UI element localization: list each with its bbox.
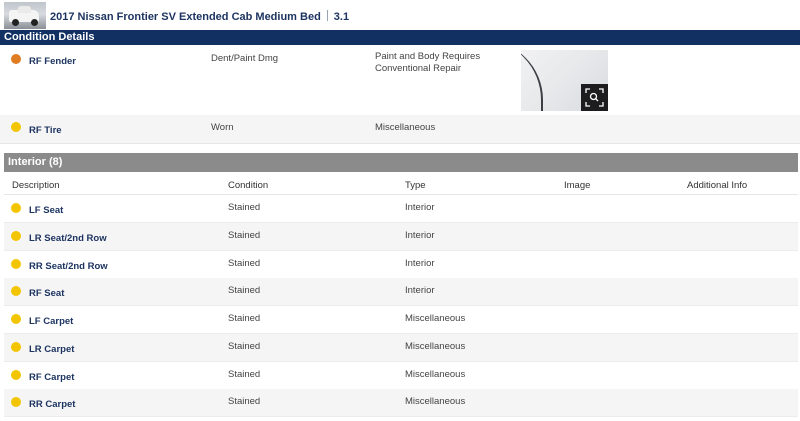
severity-dot-icon [11,231,21,241]
damage-location-link[interactable]: LR Seat/2nd Row [29,232,107,244]
column-header-description: Description [12,180,60,191]
damage-condition: Stained [228,257,261,269]
severity-dot-icon [11,54,21,64]
interior-table-header [4,174,798,195]
interior-section-header[interactable]: Interior (8) [4,153,798,172]
damage-type: Interior [405,202,435,213]
table-row [4,223,798,251]
column-header-condition: Condition [228,180,269,191]
condition-details-header: Condition Details [0,30,800,45]
condition-grade: 3.1 [333,11,350,23]
damage-location-link[interactable]: RF Tire [29,125,62,136]
vehicle-header [0,0,800,31]
table-row [4,195,798,223]
damage-condition: Stained [228,340,261,352]
table-row [4,251,798,279]
damage-location-link[interactable]: LR Carpet [29,343,75,355]
table-row [4,389,798,417]
damage-condition: Stained [228,229,261,241]
damage-condition: Stained [228,313,261,324]
severity-dot-icon [11,122,21,132]
damage-condition: Dent/Paint Dmg [211,53,279,64]
fender-edge-shape [521,50,543,111]
severity-dot-icon [11,314,21,324]
column-header-image: Image [564,180,591,191]
severity-dot-icon [11,259,21,269]
damage-type: Miscellaneous [405,396,466,408]
table-row [4,334,798,362]
truck-cab-shape [18,6,31,13]
damage-condition: Stained [228,285,261,297]
damage-type: Interior [405,257,435,269]
vehicle-title [50,10,349,23]
damage-type: Miscellaneous [405,313,466,324]
expand-zoom-icon [581,84,608,111]
severity-dot-icon [11,342,21,352]
damage-location-link[interactable]: RF Seat [29,288,65,300]
damage-type: Miscellaneous [405,340,466,352]
damage-condition: Stained [228,368,261,380]
column-header-additional-info: Additional Info [687,180,748,191]
vehicle-name: 2017 Nissan Frontier SV Extended Cab Medium Bed [50,11,321,23]
damage-location-link[interactable]: RR Seat/2nd Row [29,260,108,272]
damage-location-link[interactable]: LF Carpet [29,316,74,327]
severity-dot-icon [11,370,21,380]
condition-item [0,45,800,115]
damage-type: Miscellaneous [375,122,436,133]
damage-type: Paint and Body Requires Conventional Repair [375,51,481,74]
vehicle-thumbnail[interactable] [4,2,46,29]
zoom-button[interactable] [581,84,608,111]
damage-location-link[interactable]: LF Seat [29,205,64,216]
damage-condition: Stained [228,202,261,213]
table-row [4,362,798,390]
severity-dot-icon [11,203,21,213]
severity-dot-icon [11,397,21,407]
damage-location-link[interactable]: RF Carpet [29,371,75,383]
damage-type: Interior [405,229,435,241]
damage-location-link[interactable]: RR Carpet [29,399,76,411]
condition-item [0,115,800,144]
column-header-type: Type [405,180,426,191]
damage-condition: Worn [211,122,234,133]
damage-condition: Stained [228,396,261,408]
severity-dot-icon [11,286,21,296]
table-row [4,278,798,306]
damage-type: Miscellaneous [405,368,466,380]
damage-location-link[interactable]: RF Fender [29,56,76,67]
damage-type: Interior [405,285,435,297]
table-row [4,306,798,334]
damage-photo[interactable] [521,50,608,111]
title-divider [327,10,328,21]
truck-wheel-shape [12,19,19,26]
truck-wheel-shape [31,19,38,26]
